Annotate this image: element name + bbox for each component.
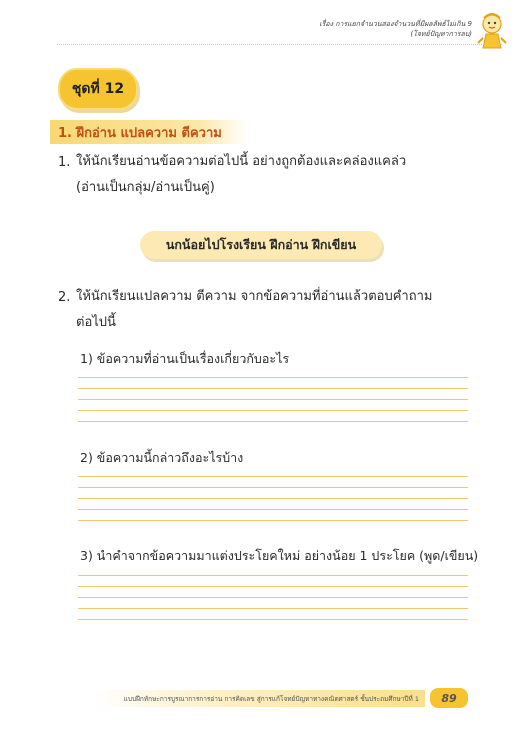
header-divider [57, 44, 502, 45]
question-2-number: 2. [58, 290, 71, 305]
question-1-line-2: (อ่านเป็นกลุ่ม/อ่านเป็นคู่) [76, 180, 215, 195]
question-2-line-1: ให้นักเรียนแปลความ ตีความ จากข้อความที่อ่านแล้วตอบคำถาม [76, 289, 433, 304]
footer-text: แบบฝึกทักษะการบูรณาการการอ่าน การคิดเลข สู่การแก้โจทย์ปัญหาทางคณิตศาสตร์ ชั้นประถมศึกษาปีที่ 1 [123, 694, 419, 703]
answer-line[interactable] [78, 476, 468, 477]
header-line-2: (โจทย์ปัญหาการลบ) [410, 30, 472, 38]
answer-line[interactable] [78, 377, 468, 378]
footer-bar [92, 690, 425, 707]
answer-line[interactable] [78, 575, 468, 576]
subquestion-3: 3) นำคำจากข้อความมาแต่งประโยคใหม่ อย่างน้อย 1 ประโยค (พูด/เขียน) [80, 548, 479, 563]
answer-line[interactable] [78, 509, 468, 510]
header-line-1: เรื่อง การแยกจำนวนสองจำนวนที่มีผลลัพธ์ไม่เกิน 9 [319, 20, 472, 28]
answer-line[interactable] [78, 619, 468, 620]
chapter-header [272, 19, 472, 39]
page-number: 89 [430, 688, 468, 708]
question-1-number: 1. [58, 155, 71, 170]
answer-line[interactable] [78, 597, 468, 598]
question-2-text [76, 284, 486, 336]
subquestion-1: 1) ข้อความที่อ่านเป็นเรื่องเกี่ยวกับอะไร [80, 351, 290, 366]
question-1-text [76, 149, 486, 201]
mascot-icon [474, 10, 510, 52]
answer-line[interactable] [78, 421, 468, 422]
reading-passage: นกน้อยไปโรงเรียน ฝึกอ่าน ฝึกเขียน [140, 231, 382, 259]
answer-lines-1[interactable] [78, 377, 468, 432]
question-2-line-2: ต่อไปนี้ [76, 315, 116, 330]
subquestion-2: 2) ข้อความนี้กล่าวถึงอะไรบ้าง [80, 450, 244, 465]
answer-line[interactable] [78, 608, 468, 609]
answer-line[interactable] [78, 399, 468, 400]
answer-line[interactable] [78, 410, 468, 411]
answer-lines-2[interactable] [78, 476, 468, 531]
answer-line[interactable] [78, 498, 468, 499]
section-title: 1. ฝึกอ่าน แปลความ ตีความ [50, 120, 248, 144]
set-badge: ชุดที่ 12 [58, 68, 138, 110]
answer-lines-3[interactable] [78, 575, 468, 630]
answer-line[interactable] [78, 520, 468, 521]
question-1-line-1: ให้นักเรียนอ่านข้อความต่อไปนี้ อย่างถูกต้องและคล่องแคล่ว [76, 154, 407, 169]
answer-line[interactable] [78, 586, 468, 587]
answer-line[interactable] [78, 487, 468, 488]
answer-line[interactable] [78, 388, 468, 389]
